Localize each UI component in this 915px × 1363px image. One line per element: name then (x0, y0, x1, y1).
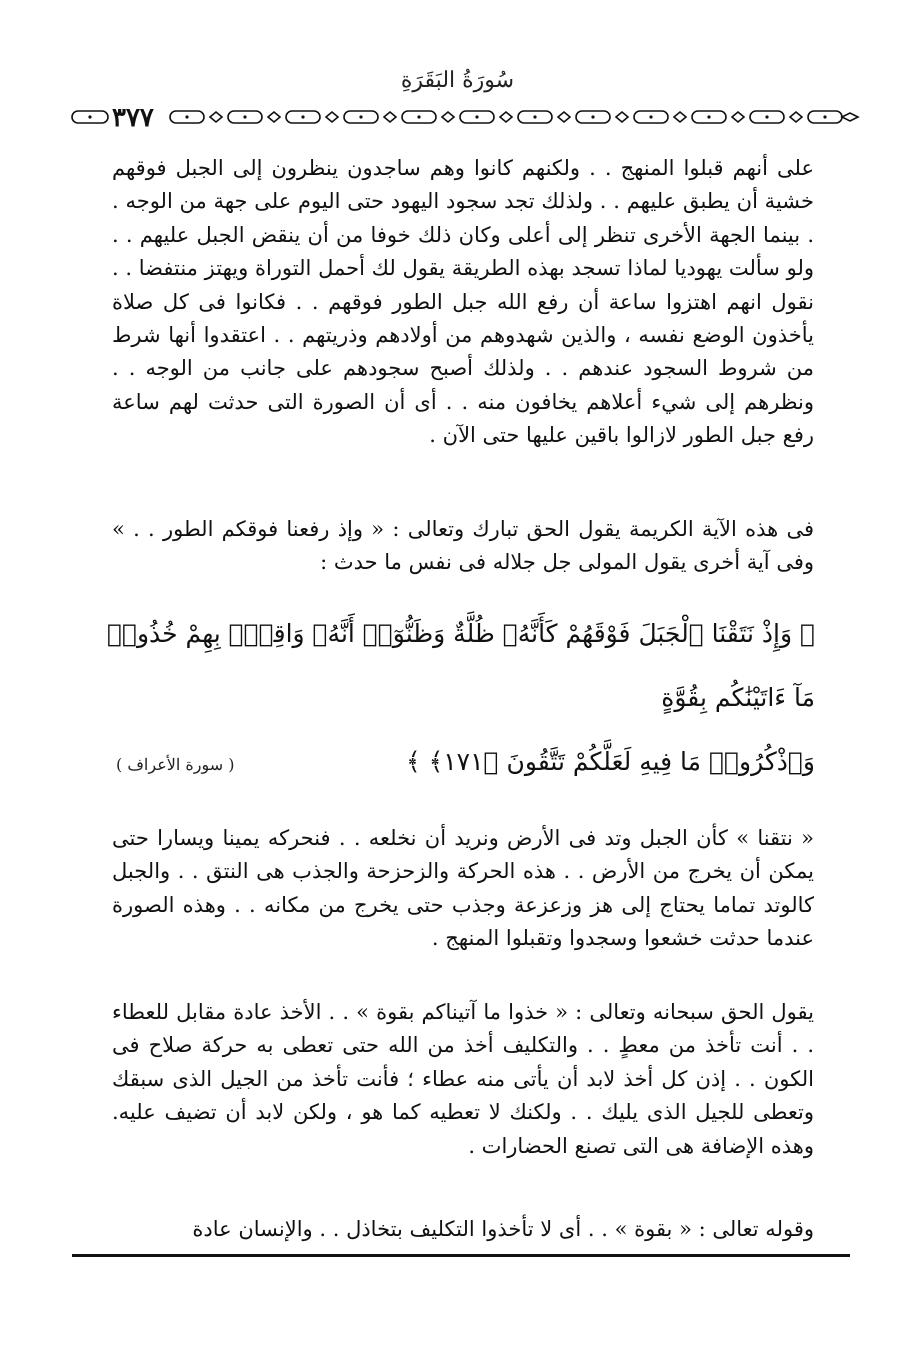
page-header (70, 100, 860, 140)
ornamental-border (70, 100, 860, 140)
paragraph-4 (112, 996, 814, 1163)
paragraph-5 (112, 1213, 814, 1246)
paragraph-text: « نتقنا » كأن الجبل وتد فى الأرض ونريد أن نخلعه . . فنحركه يمينا ويسارا حتى يمكن أن يخرج من الأرض . . هذه الحركة والزحزحة والجذب هى النتق . . والجبل كالوتد تماما يحتاج إلى هز وزعزعة وجذب حتى يخرج من مكانه . . وهذه الصورة عندما حدثت خشعوا وسجدوا وتقبلوا المنهج . (112, 826, 814, 951)
paragraph-text: يقول الحق سبحانه وتعالى : « خذوا ما آتيناكم بقوة » . . الأخذ عادة مقابل للعطاء . . أنت تأخذ من معطٍ . . والتكليف أخذ من الله حتى تعطى به حركة صلاح فى الكون . . إذن كل أخذ لابد أن يأتى منه عطاء ؛ فأنت تأخذ من الجيل الذى سبقك وتعطى للجيل الذى يليك . . ولكنك لا تعطيه كما هو ، ولكن لابد أن تضيف عليه. وهذه الإضافة هى التى تصنع الحضارات . (112, 1000, 814, 1158)
paragraph-text: فى هذه الآية الكريمة يقول الحق تبارك وتعالى : « وإذ رفعنا فوقكم الطور . . » وفى آية أخرى يقول المولى جل جلاله فى نفس ما حدث : (112, 517, 814, 575)
paragraph-text: على أنهم قبلوا المنهج . . ولكنهم كانوا وهم ساجدون ينظرون إلى الجبل فوقهم خشية أن يطبق عليهم . . ولذلك تجد سجود اليهود حتى اليوم على جهة من الوجه . . بينما الجهة الأخرى تنظر إلى أعلى وكان ذلك خوفا من أن ينقض الجبل عليهم . . ولو سألت يهوديا لماذا تسجد بهذه الطريقة يقول لك أحمل التوراة ويهتز منتفضا . . نقول انهم اهتزوا ساعة أن رفع الله جبل الطور فوقهم . . فكانوا فى كل صلاة يأخذون الوضع نفسه ، والذين شهدوهم من أولادهم وذريتهم . . اعتقدوا أنها شرط من شروط السجود عندهم . . ولذلك أصبح سجودهم على جانب من الوجه . . ونظرهم إلى شيء أعلاهم يخافون منه . . أى أن الصورة التى حدثت لهم ساعة رفع جبل الطور لازالوا باقين عليها حتى الآن . (112, 156, 814, 448)
paragraph-text: وقوله تعالى : « بقوة » . . أى لا تأخذوا التكليف بتخاذل . . والإنسان عادة (192, 1217, 814, 1241)
paragraph-2 (112, 513, 814, 580)
paragraph-1 (112, 152, 814, 453)
quran-verse-line-1: ﴿ وَإِذْ نَتَقْنَا ٱلْجَبَلَ فَوْقَهُمْ كَأَنَّهُۥ ظُلَّةٌ وَظَنُّوٓا۟ أَنَّهُۥ وَاقِعٌۢ بِهِمْ خُذُوا۟ مَآ ءَاتَيْنَٰكُم بِقُوَّةٍ (106, 619, 815, 712)
paragraph-3 (112, 822, 814, 956)
surah-title: سُورَةُ البَقَرَةِ (400, 68, 515, 93)
quran-verse-line-2: وَٱذْكُرُوا۟ مَا فِيهِ لَعَلَّكُمْ تَتَّقُونَ ﴿١٧١﴾ ﴾ (406, 747, 815, 776)
bottom-rule (72, 1254, 850, 1257)
page-number: ٣٧٧ (112, 103, 154, 133)
surah-reference: ( سورة الأعراف ) (116, 755, 235, 774)
